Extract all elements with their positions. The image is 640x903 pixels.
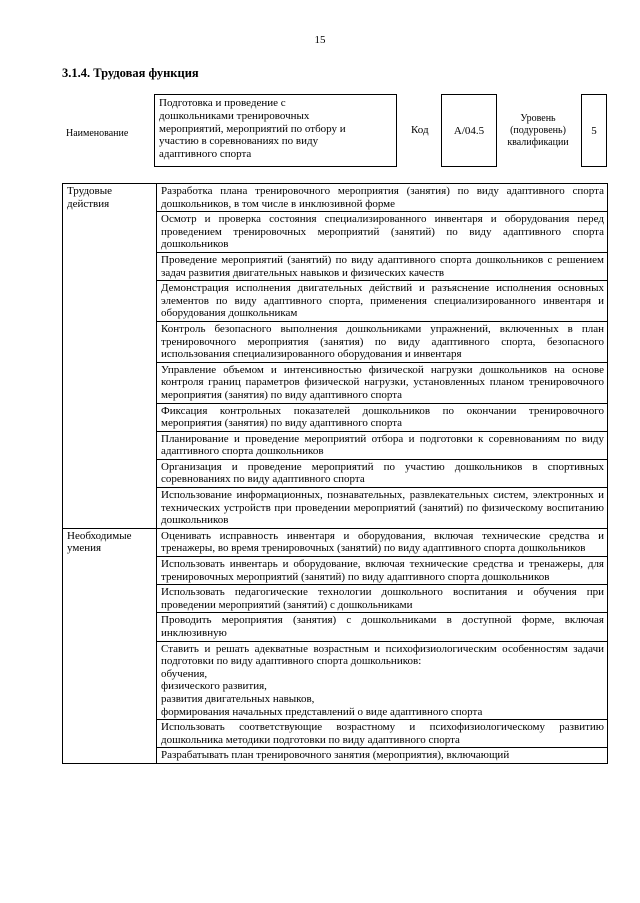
- labor-actions-label: [63, 184, 157, 529]
- category-label-line: умения: [67, 542, 102, 555]
- function-name-line: мероприятий, мероприятий по отбору и: [159, 122, 346, 135]
- category-label-line: Трудовые: [67, 185, 113, 197]
- table-row: [63, 184, 608, 212]
- function-name-line: дошкольниками тренировочных: [159, 109, 310, 122]
- labor-action-item: Организация и проведение мероприятий по участию дошкольников в спортивных соревнованиях по виду адаптивного спорта: [157, 459, 608, 487]
- labor-action-item: Фиксация контрольных показателей дошкольников по окончании тренировочного мероприятия (занятия) по виду адаптивного спорта: [157, 403, 608, 431]
- section-title: 3.1.4. Трудовая функция: [62, 66, 199, 80]
- skill-line: формирования начальных представлений о виде адаптивного спорта: [161, 705, 483, 718]
- code-value: А/04.5: [453, 124, 485, 137]
- skill-item: Проводить мероприятия (занятия) с дошкольниками в доступной форме, включая инклюзивную: [157, 613, 608, 641]
- labor-action-item: Проведение мероприятий (занятий) по виду адаптивного спорта дошкольников с решением задач развития двигательных навыков и физических качеств: [157, 252, 608, 280]
- skill-line: развития двигательных навыков,: [161, 692, 315, 705]
- function-name-line: Подготовка и проведение с: [159, 97, 286, 109]
- skill-item: Использовать инвентарь и оборудование, включая технические средства и тренажеры, для тренировочных мероприятий (занятий) по виду адаптивного спорта дошкольников: [157, 557, 608, 585]
- function-name-line: участию в соревнованиях по виду: [159, 135, 319, 148]
- level-label-line: (подуровень): [510, 125, 566, 136]
- table-row: [63, 528, 608, 556]
- labor-action-item: Использование информационных, познавательных, развлекательных систем, электронных и технических устройств при проведении мероприятий (занятий) по физическому воспитанию дошкольников: [157, 488, 608, 529]
- labor-action-item: Осмотр и проверка состояния специализированного инвентаря и оборудования перед проведением тренировочных мероприятий (занятий) по виду адаптивного спорта дошкольников: [157, 212, 608, 253]
- skill-item: Оценивать исправность инвентаря и оборудования, включая технические средства и тренажеры, во время тренировочных (занятий) по виду адаптивного спорта дошкольников: [157, 528, 608, 556]
- category-label-line: Необходимые: [67, 529, 132, 542]
- skill-item: Разрабатывать план тренировочного занятия (мероприятия), включающий: [157, 748, 608, 764]
- labor-action-item: Разработка плана тренировочного мероприятия (занятия) по виду адаптивного спорта дошкольников, в том числе в инклюзивной форме: [157, 184, 608, 212]
- level-label-line: Уровень: [520, 113, 556, 124]
- labor-action-item: Демонстрация исполнения двигательных действий и разъяснение исполнения основных элементов по виду адаптивного спорта, применения специализированного инвентаря и оборудования дошкольникам: [157, 281, 608, 322]
- skill-line: обучения,: [161, 667, 208, 680]
- function-name-line: адаптивного спорта: [159, 148, 252, 161]
- function-table: [62, 183, 608, 764]
- level-box: [581, 94, 607, 167]
- labor-action-item: Планирование и проведение мероприятий отбора и подготовки к соревнованиям по виду адаптивного спорта дошкольников: [157, 431, 608, 459]
- skill-item: Использовать соответствующие возрастному и психофизиологическому развитию дошкольника методики подготовки по виду адаптивного спорта: [157, 720, 608, 748]
- labor-action-item: Управление объемом и интенсивностью физической нагрузки дошкольников на основе контроля границ параметров физической нагрузки, установленных планом тренировочного мероприятия (занятия) по виду адаптивного спорта: [157, 362, 608, 403]
- level-label-line: квалификации: [507, 137, 569, 148]
- level-label: [500, 113, 576, 149]
- code-box: [441, 94, 497, 167]
- code-label: Код: [411, 124, 429, 136]
- skill-item: Использовать педагогические технологии дошкольного воспитания и обучения при проведении мероприятий (занятий) с дошкольниками: [157, 585, 608, 613]
- function-name-box: [154, 94, 397, 167]
- required-skills-label: [63, 528, 157, 763]
- category-label-line: действия: [67, 197, 110, 210]
- name-label: Наименование: [66, 128, 129, 139]
- skill-line: физического развития,: [161, 680, 267, 693]
- skill-item: [157, 641, 608, 720]
- level-value: 5: [591, 124, 597, 137]
- labor-action-item: Контроль безопасного выполнения дошкольниками упражнений, включенных в план тренировочного мероприятия (занятия) по виду адаптивного спорта, безопасного использования специализированного оборудования и инвентаря: [157, 321, 608, 362]
- page-number: 15: [314, 34, 326, 46]
- skill-line: Ставить и решать адекватные возрастным и психофизиологическим особенностям задачи подготовки по виду адаптивного спорта дошкольников:: [161, 642, 604, 668]
